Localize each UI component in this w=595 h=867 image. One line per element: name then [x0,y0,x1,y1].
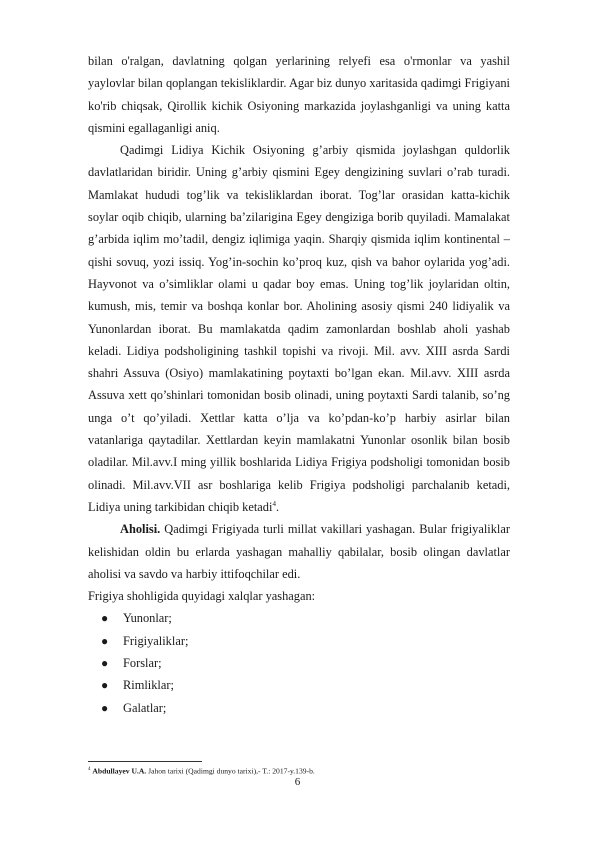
list-item [88,674,510,696]
footnote-divider [88,761,202,762]
footnote-ref[interactable]: 4 [272,499,276,508]
paragraph-lidiya [88,139,510,518]
list-item [88,652,510,674]
bullet-icon: ● [101,700,109,715]
paragraph-lidiya-end: . [275,499,280,514]
bullet-icon: ● [101,633,109,648]
list-item-label: Frigiyaliklar; [123,633,189,648]
paragraph-aholisi-text: Qadimgi Frigiyada turli millat vakillari yashagan. Bular frigiyaliklar kelishidan oldin bu erlarda yashagan mahalliy qabilalar, bosib olingan davlatlar aholisi va savdo va harbiy ittifoqchilar edi. [88,522,510,581]
paragraph-list-intro: Frigiya shohligida quyidagi xalqlar yashagan: [88,589,316,604]
footnote [88,765,315,777]
bullet-icon: ● [101,611,109,626]
peoples-list [88,607,510,718]
paragraph-1: bilan o'ralgan, davlatning qolgan yerlarining relyefi esa o'rmonlar va yashil yaylovlar bilan qoplangan tekisliklardir. Agar biz dunyo xaritasida qadimgi Frigiyani ko'rib chiqsak, Qirollik kichik Osiyoning markazida joylashganligi va uning katta qismini egallaganligi aniq. [88,54,510,135]
footnote-text: Jahon tarixi (Qadimgi dunyo tarixi),- T.: 2017-y.139-b. [146,766,315,776]
list-item [88,630,510,652]
paragraph-aholisi [88,518,510,585]
page-body [88,50,510,719]
page-number: 6 [294,776,301,788]
list-item-label: Rimliklar; [123,678,174,693]
list-item [88,607,510,629]
list-item-label: Yunonlar; [123,611,172,626]
list-item [88,697,510,719]
footnote-number: 4 [88,767,91,772]
footnote-author: Abdullayev U.A. [92,766,147,776]
paragraph-lidiya-text: Qadimgi Lidiya Kichik Osiyoning g’arbiy qismida joylashgan quldorlik davlatlaridan biridir. Uning g’arbiy qismini Egey dengizining suvlari o’rab turadi. Mamlakat hududi tog’lik va tekisliklardan iborat. Tog’lar orasidan katta-kichik soylar oqib chiqib, ularning ba’zilarigina Egey dengiziga borib quyiladi. Mamalakat g’arbida iqlim mo’tadil, dengiz iqlimiga yaqin. Sharqiy qismida iqlim kontinental – qishi sovuq, yozi issiq. Yog’in-sochin ko’proq kuz, qish va bahor oylarida yog’adi. Hayvonot va o’simliklar olami u qadar boy emas. Uning tog’lik joylaridan oltin, kumush, mis, temir va boshqa konlar bor. Aholining asosiy qismi 240 lidiyalik va Yunonlardan iborat. Bu mamlakatda qadim zamonlardan boshlab aholi yashab keladi. Lidiya podsholigining tashkil topishi va rivoji. Mil. avv. XIII asrda Sardi shahri Assuva (Osiyo) mamlakatining poytaxti bo’lgan ekan. Mil.avv. XIII asrda Assuva xett qo’shinlari tomonidan bosib olinadi, uning poytaxti Sardi talanib, so’ng unga o’t qo’yiladi. Xettlar katta o’lja va ko’pdan-ko’p harbiy asirlar bilan vatanlariga qaytadilar. Xettlardan keyin mamlakatni Yunonlar osonlik bilan bosib oladilar. Mil.avv.I ming yillik boshlarida Lidiya Frigiya podsholigi tomonidan bosib olinadi. Mil.avv.VII asr boshlariga kelib Frigiya podsholigi parchalanib ketadi, Lidiya uning tarkibidan chiqib ketadi [88,143,510,514]
section-heading-aholisi: Aholisi. [120,522,161,537]
list-item-label: Galatlar; [123,700,167,715]
bullet-icon: ● [101,678,109,693]
bullet-icon: ● [101,656,109,671]
list-item-label: Forslar; [123,656,162,671]
